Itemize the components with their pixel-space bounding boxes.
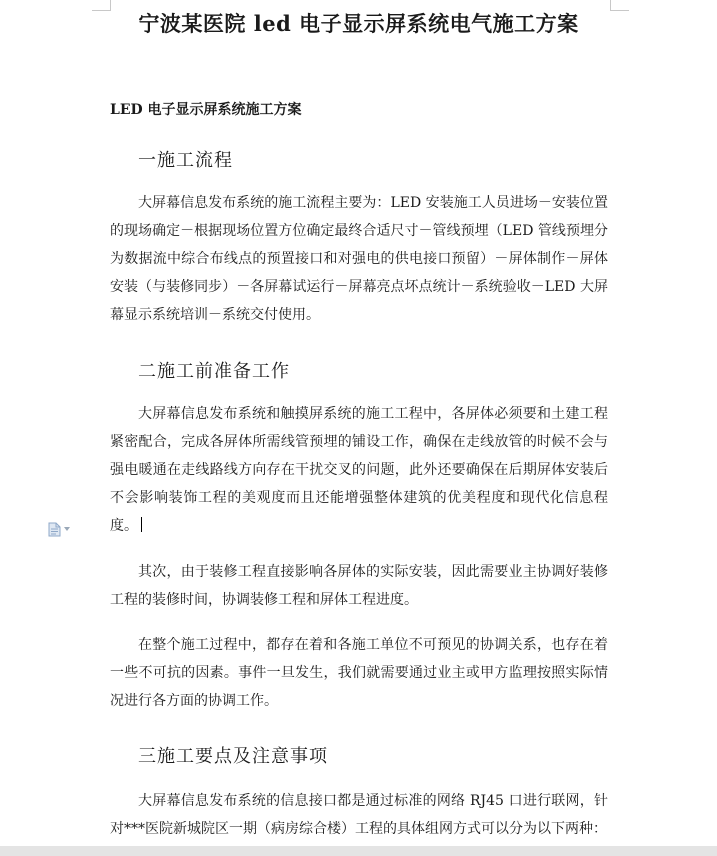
section-heading-3: 三施工要点及注意事项 xyxy=(138,746,328,767)
paragraph-options-button[interactable] xyxy=(48,521,78,537)
section-3-paragraph-1: 大屏幕信息发布系统的信息接口都是通过标准的网络 RJ45 口进行联网，针对***医院新城院区一期（病房综合楼）工程的具体组网方式可以分为以下两种： xyxy=(110,793,608,837)
section-2-paragraph-1: 大屏幕信息发布系统和触摸屏系统的施工工程中，各屏体必须要和土建工程紧密配合，完成各屏体所需线管预埋的铺设工作，确保在走线放管的时候不会与强电暖通在走线路线方向存在干扰交叉的问题，此外还要确保在后期屏体安装后不会影响装饰工程的美观度而且还能增强整体建筑的优美程度和现代化信息程度。 xyxy=(110,406,608,534)
document-title: 宁波某医院 led 电子显示屏系统电气施工方案 xyxy=(138,11,579,36)
section-heading-1: 一施工流程 xyxy=(138,150,233,171)
section-1-paragraph-1: 大屏幕信息发布系统的施工流程主要为：LED 安装施工人员进场－安装位置的现场确定－根据现场位置方位确定最终合适尺寸－管线预埋（LED 管线预埋分为数据流中综合布线点的预置接口和对强电的供电接口预留）－屏体制作－屏体安装（与装修同步）－各屏幕试运行－屏幕亮点坏点统计－系统验收－LED 大屏幕显示系统培训－系统交付使用。 xyxy=(110,195,608,323)
section-heading-2: 二施工前准备工作 xyxy=(138,361,290,382)
section-2-paragraph-2: 其次，由于装修工程直接影响各屏体的实际安装，因此需要业主协调好装修工程的装修时间，协调装修工程和屏体工程进度。 xyxy=(110,564,608,608)
bottom-scroll-bar[interactable] xyxy=(0,846,717,856)
text-cursor xyxy=(141,517,142,532)
section-2-paragraph-3: 在整个施工过程中，都存在着和各施工单位不可预见的协调关系，也存在着一些不可抗的因素。事件一旦发生，我们就需要通过业主或甲方监理按照实际情况进行各方面的协调工作。 xyxy=(110,637,608,709)
document-subtitle: LED 电子显示屏系统施工方案 xyxy=(110,102,302,118)
chevron-down-icon xyxy=(64,527,70,531)
document-icon xyxy=(48,522,61,537)
